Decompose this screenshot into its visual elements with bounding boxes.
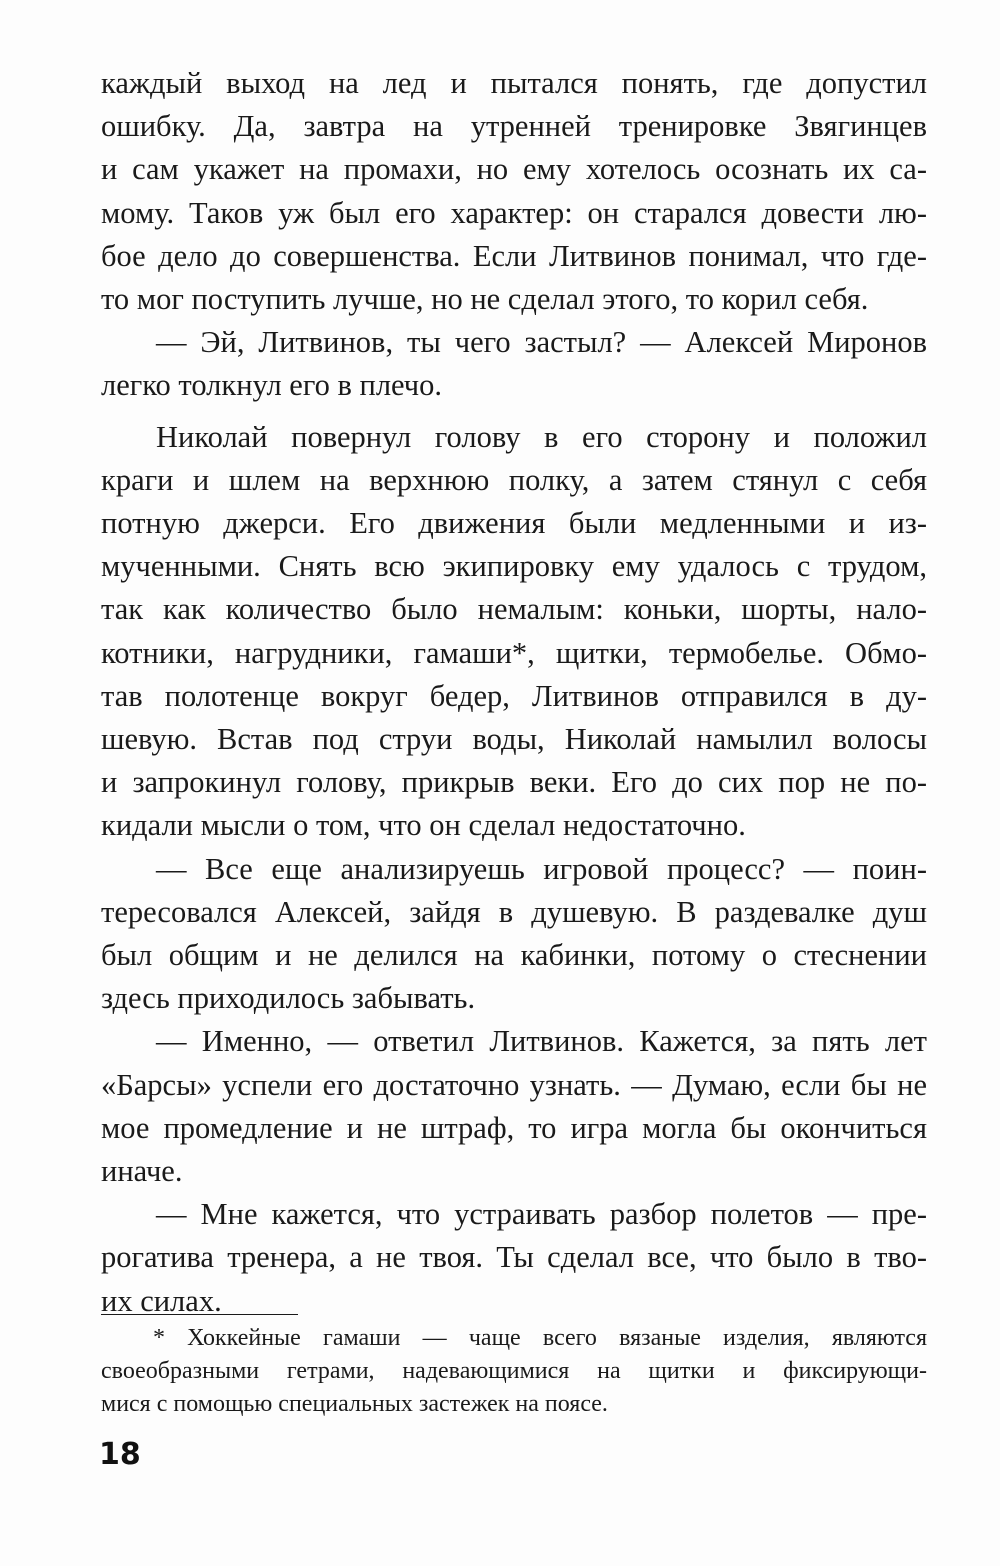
text-line: ошибку. Да, завтра на утренней тренировке Звягинцев [101, 109, 927, 144]
text-line: потную джерси. Его движения были медленными и из- [101, 506, 927, 541]
text-line: бое дело до совершенства. Если Литвинов понимал, что где- [101, 238, 927, 273]
text-line: «Барсы» успели его достаточно узнать. — Думаю, если бы не [101, 1067, 927, 1102]
page-number: 18 [99, 1437, 141, 1472]
footnote-line: мися с помощью специальных застежек на поясе. [101, 1391, 608, 1417]
text-line: их силах. [101, 1283, 222, 1318]
text-line: каждый выход на лед и пытался понять, где допустил [101, 66, 927, 100]
text-line: — Все еще анализируешь игровой процесс? — поин- [156, 851, 927, 886]
text-line: мому. Таков уж был его характер: он старался довести лю- [101, 195, 927, 230]
text-line: и сам укажет на промахи, но ему хотелось осознать их са- [101, 152, 927, 187]
text-line: так как количество было немалым: коньки, шорты, нало- [101, 592, 927, 627]
text-line: кидали мысли о том, что он сделал недостаточно. [101, 808, 746, 843]
text-line: мое промедление и не штраф, то игра могла бы окончиться [101, 1110, 927, 1145]
text-line: шевую. Встав под струи воды, Николай намылил волосы [101, 722, 927, 757]
text-line: был общим и не делился на кабинки, потому о стеснении [101, 938, 927, 973]
footnote-line: своеобразными гетрами, надевающимися на щитки и фиксирующи- [101, 1358, 927, 1384]
text-line: тав полотенце вокруг бедер, Литвинов отправился в ду- [101, 678, 927, 713]
text-line: краги и шлем на верхнюю полку, а затем стянул с себя [101, 462, 927, 497]
text-line: — Эй, Литвинов, ты чего застыл? — Алексей Миронов [156, 325, 927, 360]
text-line: тересовался Алексей, зайдя в душевую. В раздевалке душ [101, 894, 927, 929]
footnote-line: * Хоккейные гамаши — чаще всего вязаные изделия, являются [153, 1325, 927, 1351]
text-line: — Именно, — ответил Литвинов. Кажется, за пять лет [156, 1024, 927, 1059]
text-line: рогатива тренера, а не твоя. Ты сделал все, что было в тво- [101, 1240, 927, 1275]
text-line: мученными. Снять всю экипировку ему удалось с трудом, [101, 549, 927, 584]
text-line: Николай повернул голову в его сторону и положил [156, 419, 927, 454]
text-line: то мог поступить лучше, но не сделал этого, то корил себя. [101, 282, 869, 317]
text-line: котники, нагрудники, гамаши*, щитки, термобелье. Обмо- [101, 635, 927, 670]
text-line: легко толкнул его в плечо. [101, 368, 443, 403]
footnote [101, 1322, 927, 1421]
text-line: — Мне кажется, что устраивать разбор полетов — пре- [156, 1197, 927, 1232]
footnote-divider [101, 1314, 298, 1315]
text-line: здесь приходилось забывать. [101, 981, 476, 1016]
main-text [101, 62, 927, 1323]
text-line: иначе. [101, 1154, 183, 1189]
text-line: и запрокинул голову, прикрыв веки. Его до сих пор не по- [101, 765, 927, 800]
